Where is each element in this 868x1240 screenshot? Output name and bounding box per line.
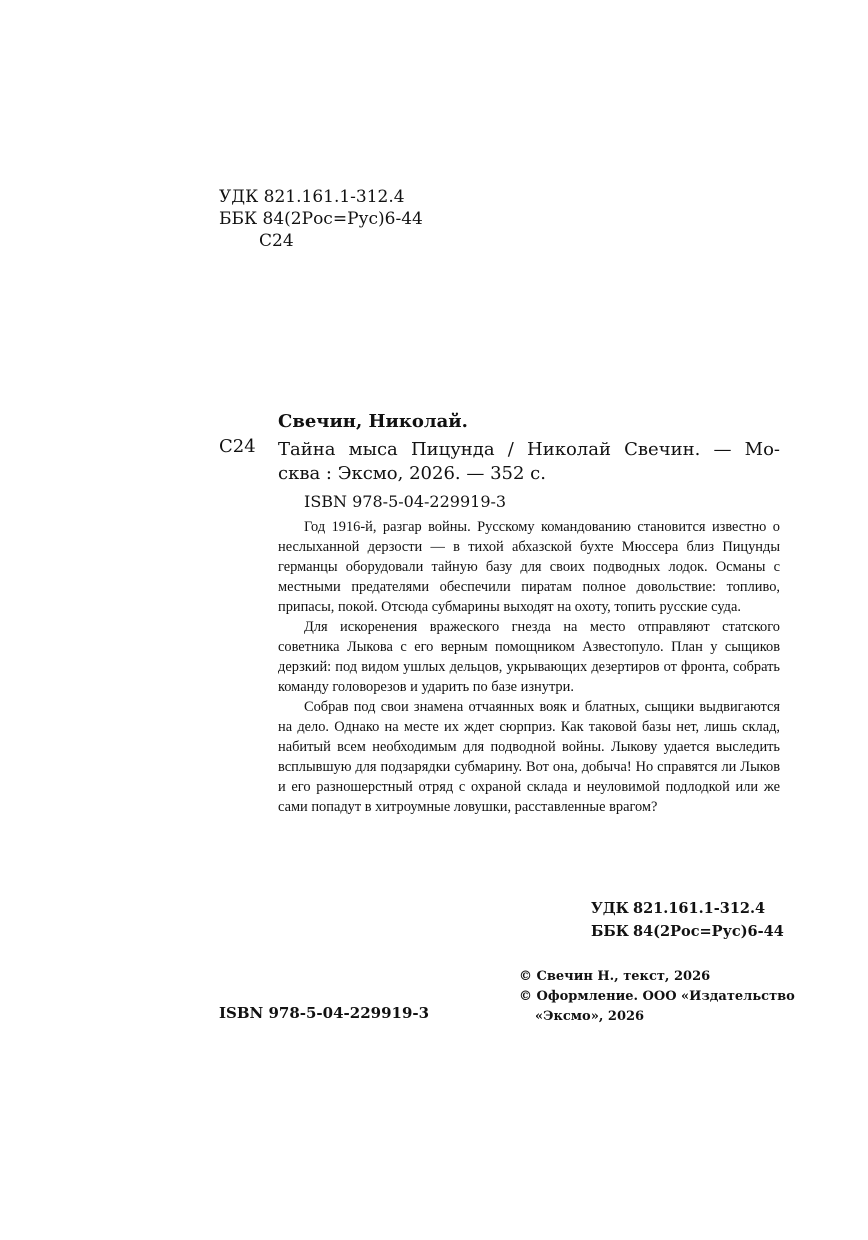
record-isbn: ISBN 978-5-04-229919-3 [304, 492, 507, 511]
author-mark: С24 [219, 436, 256, 457]
bbk-label: ББК [591, 923, 629, 940]
author-heading: Свечин, Николай. [278, 411, 468, 432]
copyright-text-line: © Свечин Н., текст, 2026 [519, 969, 711, 984]
bbk-value: 84(2Рос=Рус)6-44 [633, 923, 784, 940]
title-line-1: Тайна мыса Пицунда / Николай Свечин. — Мо- [278, 439, 780, 460]
annotation [278, 517, 780, 817]
udk-row [591, 897, 784, 920]
bottom-isbn: ISBN 978-5-04-229919-3 [219, 1004, 430, 1022]
udk-label: УДК [591, 900, 629, 917]
udk-value: 821.161.1-312.4 [633, 900, 766, 917]
annotation-paragraph: Собрав под свои знамена отчаянных вояк и блатных, сыщики выдвигаются на дело. Однако на месте их ждет сюрприз. Как таковой базы нет, лишь склад, набитый всем необходимым для подводной войны. Лыкову удается выследить всплывшую для подзарядки субмарину. Вот она, добыча! Но справятся ли Лыков и его разношерстный отряд с охраной склада и неуловимой подлодкой или же сами попадут в хитроумные ловушки, расставленные врагом? [278, 699, 780, 815]
annotation-paragraph: Для искоренения вражеского гнезда на место отправляют статского советника Лыкова с его верным помощником Азвестопуло. План у сыщиков дерзкий: под видом ушлых дельцов, укрывающих дезертиров от фронта, собрать команду головорезов и ударить по базе изнутри. [278, 619, 780, 695]
copyright-design-line-cont: «Эксмо», 2026 [535, 1009, 645, 1024]
annotation-paragraph: Год 1916-й, разгар войны. Русскому командованию становится известно о неслыханной дерзости — в тихой абхазской бухте Мюссера близ Пицунды германцы оборудовали тайную базу для своих подводных лодок. Османы с местными предателями обеспечили пиратам полное довольствие: топливо, припасы, покой. Отсюда субмарины выходят на охоту, топить русские суда. [278, 519, 780, 615]
top-author-mark: С24 [259, 231, 294, 251]
bbk-row [591, 920, 784, 943]
top-udk-code: УДК 821.161.1-312.4 [219, 187, 405, 207]
title-line-2: сква : Эксмо, 2026. — 352 с. [278, 463, 546, 484]
top-bbk-code: ББК 84(2Рос=Рус)6-44 [219, 209, 423, 229]
classification-block [591, 897, 784, 943]
top-classification-codes [219, 186, 423, 252]
copyright-block [519, 967, 795, 1027]
copyright-design-line: © Оформление. ООО «Издательство [519, 989, 795, 1004]
